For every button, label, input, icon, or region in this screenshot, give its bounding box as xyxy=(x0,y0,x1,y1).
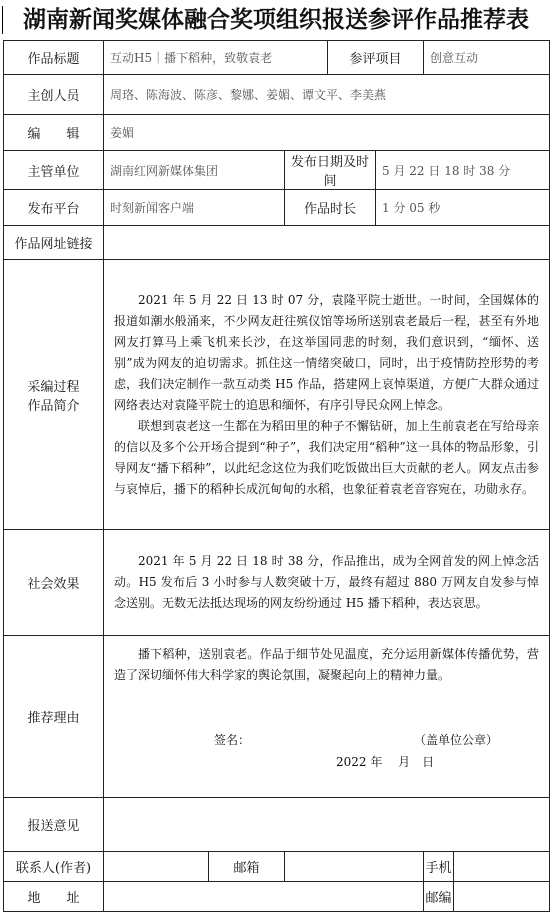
duration-label: 作品时长 xyxy=(285,190,376,226)
row-process xyxy=(4,260,550,530)
row-effect xyxy=(4,530,550,636)
reason-paragraph: 播下稻种，送别袁老。作品于细节处见温度，充分运用新媒体传播优势，营造了深切缅怀伟大科学家的舆论氛围，凝聚起向上的精神力量。 xyxy=(114,647,540,682)
effect-paragraph: 2021 年 5 月 22 日 18 时 38 分，作品推出，成为全网首发的网上悼念活动。H5 发布后 3 小时参与人数突破十万，最终有超过 880 万网友自发参与悼念送别。无数无法抵达现场的网友纷纷通过 H5 播下稻种，表达哀思。 xyxy=(114,554,540,610)
publish-time-value: 5 月 22 日 18 时 38 分 xyxy=(376,151,550,190)
effect-label: 社会效果 xyxy=(4,530,104,636)
row-contact xyxy=(4,852,550,882)
process-label xyxy=(4,260,104,530)
duration-value: 1 分 05 秒 xyxy=(376,190,550,226)
publish-time-label: 发布日期及时间 xyxy=(285,151,376,190)
signature-block xyxy=(114,686,539,769)
address-value[interactable] xyxy=(104,882,424,912)
creators-label: 主创人员 xyxy=(4,75,104,115)
process-label-line2: 作品简介 xyxy=(27,398,80,414)
opinion-label: 报送意见 xyxy=(4,798,104,852)
phone-label: 手机 xyxy=(424,852,454,882)
editor-value: 姜媚 xyxy=(104,115,550,151)
link-value xyxy=(104,226,550,260)
org-label: 主管单位 xyxy=(4,151,104,190)
date-line: 2022 年 月 日 xyxy=(336,755,435,769)
row-opinion xyxy=(4,798,550,852)
creators-value: 周珞、陈海波、陈彦、黎娜、姜媚、谭文平、李美燕 xyxy=(104,75,550,115)
row-link xyxy=(4,226,550,260)
process-content xyxy=(104,260,550,530)
reason-content xyxy=(104,636,550,798)
row-reason xyxy=(4,636,550,798)
process-label-line1: 采编过程 xyxy=(27,379,80,395)
process-paragraph: 2021 年 5 月 22 日 13 时 07 分，袁隆平院士逝世。一时间，全国媒体的报道如潮水般涌来，不少网友赶往殡仪馆等场所送别袁老最后一程，甚至有外地网友打算马上乘飞机来长沙，在这举国同悲的时刻，我们意识到，“缅怀、送别”成为网友的迫切需求。抓住这一情绪突破口，同时，出于疫情防控形势的考虑，我们决定制作一款互动类 H5 作品，搭建网上哀悼渠道，方便广大群众通过网络表达对袁隆平院士的追思和缅怀，有序引导民众网上悼念。 xyxy=(114,292,540,412)
row-editor xyxy=(4,115,550,151)
contact-value[interactable] xyxy=(104,852,209,882)
platform-label: 发布平台 xyxy=(4,190,104,226)
phone-value[interactable] xyxy=(454,852,550,882)
editor-label: 编 辑 xyxy=(4,115,104,151)
contact-label: 联系人(作者) xyxy=(4,852,104,882)
document-title: 湖南新闻奖媒体融合奖项组织报送参评作品推荐表 xyxy=(0,0,552,40)
row-address xyxy=(4,882,550,912)
zip-value[interactable] xyxy=(454,882,550,912)
row-work-title xyxy=(4,41,550,75)
email-label: 邮箱 xyxy=(209,852,285,882)
org-value: 湖南红网新媒体集团 xyxy=(104,151,285,190)
reason-label: 推荐理由 xyxy=(4,636,104,798)
category-label: 参评项目 xyxy=(328,41,424,75)
recommendation-form xyxy=(3,40,550,912)
effect-content xyxy=(104,530,550,636)
sign-label: 签名： xyxy=(214,733,251,747)
row-org xyxy=(4,151,550,190)
row-platform xyxy=(4,190,550,226)
address-label: 地 址 xyxy=(4,882,104,912)
work-title-value: 互动H5｜播下稻种，致敬袁老 xyxy=(104,41,328,75)
opinion-value[interactable] xyxy=(104,798,550,852)
link-label: 作品网址链接 xyxy=(4,226,104,260)
email-value[interactable] xyxy=(285,852,424,882)
seal-label: （盖单位公章） xyxy=(414,733,499,747)
row-creators xyxy=(4,75,550,115)
zip-label: 邮编 xyxy=(424,882,454,912)
category-value: 创意互动 xyxy=(424,41,550,75)
platform-value: 时刻新闻客户端 xyxy=(104,190,285,226)
process-paragraph: 联想到袁老这一生都在为稻田里的种子不懈钻研，加上生前袁老在写给母亲的信以及多个公开场合提到“种子”，我们决定用“稻种”这一具体的物品形象，引导网友“播下稻种”，以此纪念这位为我们吃饭做出巨大贡献的老人。网友点击参与哀悼后，播下的稻种长成沉甸甸的水稻，也象征着袁老音容宛在，功勋永存。 xyxy=(114,418,540,496)
work-title-label: 作品标题 xyxy=(4,41,104,75)
